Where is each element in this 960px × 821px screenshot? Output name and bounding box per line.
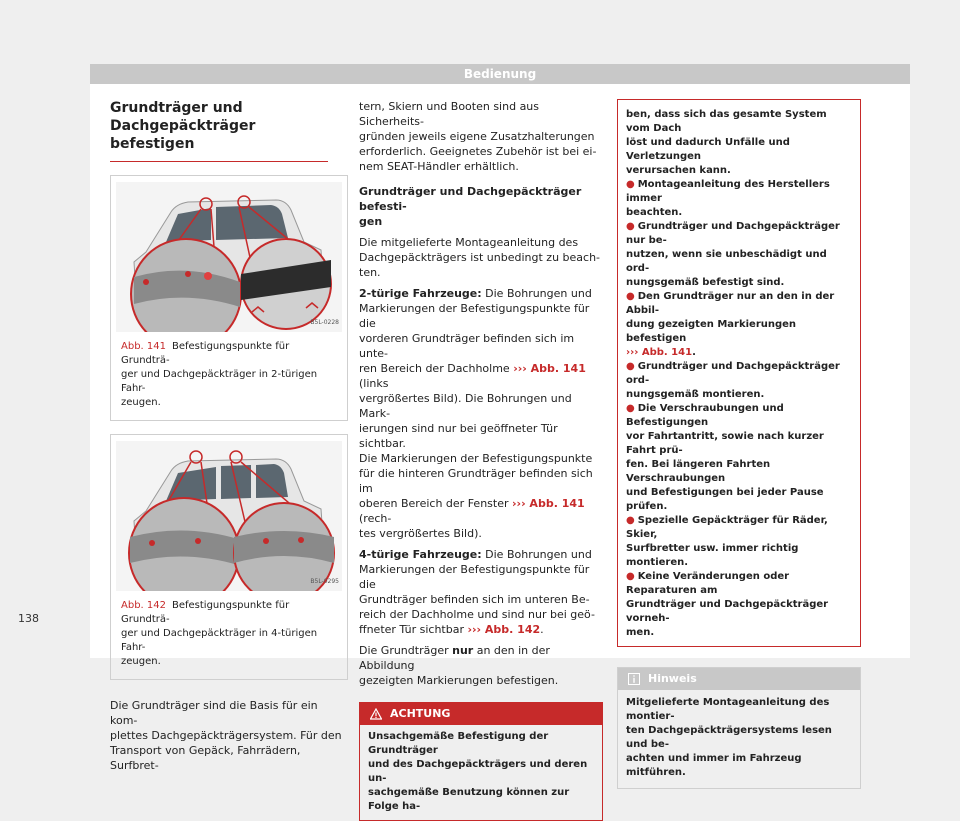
bullet-icon: ● [626, 571, 635, 582]
intro-paragraph: Die Grundträger sind die Basis für ein kom- plettes Dachgepäckträgersystem. Für den Transport von Gepäck, Fahrrädern, Surfbret- [110, 699, 342, 772]
note-header: Hinweis [618, 668, 860, 690]
note-box [617, 667, 861, 789]
figure-142-image: B5L-0295 [116, 441, 342, 591]
car-4door-illustration [116, 441, 342, 591]
warning-body: Unsachgemäße Befestigung der Grundträger und des Dachgepäckträgers und deren un- sachgemäße Benutzung können zur Folge ha- [368, 731, 588, 812]
bullet-icon: ● [626, 361, 635, 372]
figure-reference-link[interactable]: ››› Abb. 142 [467, 623, 541, 636]
figure-reference-link[interactable]: ››› Abb. 141 [512, 497, 585, 510]
warning-header: ACHTUNG [360, 703, 602, 725]
figure-142-caption: Abb. 142 Befestigungspunkte für Grundträ- ger und Dachgepäckträger in 4-türigen Fahr- zeugen. [121, 600, 318, 667]
figure-142 [110, 434, 348, 680]
title-rule [110, 161, 328, 162]
four-door-paragraph: 4-türige Fahrzeuge: Die Bohrungen und Markierungen der Befestigungspunkte für die Grundträger befinden sich im unteren Be- reich der Dachholme und sind nur bei geö- ffneter Tür sichtbar ››› Abb. 142. [359, 548, 595, 636]
figure-141-image: B5L-0228 [116, 182, 342, 332]
car-2door-illustration [116, 182, 342, 332]
column-middle [359, 99, 603, 821]
page-number: 138 [18, 612, 39, 625]
warning-continuation-box: ben, dass sich das gesamte System vom Dach löst und dadurch Unfälle und Verletzungen verursachen kann. ● Montageanleitung des Herstellers immer beachten. ● Grundträger und Dachgepäckträger nur be- nutzen, wenn sie unbeschädigt und ord- nungsgemäß befestigt sind. ● Den Grundträger nur an den in der Abbil- dung gezeigten Markierungen befestigen ››› Abb. 141. ● Grundträger und Dachgepäckträger ord- nungsgemäß montieren. ● Die Verschraubungen und Befestigungen vor Fahrtantritt, sowie nach kurzer Fahrt prü- fen. Bei längeren Fahrten Verschraubungen und Befestigungen bei jeder Pause prüfen. ● Spezielle Gepäckträger für Räder, Skier, Surfbretter usw. immer richtig montieren. ● Keine Veränderungen oder Reparaturen am Grundträger und Dachgepäckträger vorneh- men. [617, 99, 861, 647]
warning-box [359, 702, 603, 821]
info-icon [628, 673, 640, 685]
body-paragraph-2: Die mitgelieferte Montageanleitung des Dachgepäckträgers ist unbedingt zu beach- ten. [359, 236, 601, 279]
section-title: Grundträger und Dachgepäckträger befestigen [110, 100, 256, 152]
figure-reference-link[interactable]: ››› Abb. 141 [513, 362, 586, 375]
body-paragraph-1: tern, Skiern und Booten sind aus Sicherheits- gründen jeweils eigene Zusatzhalterungen erforderlich. Geeignetes Zubehör ist bei ei- nem SEAT-Händler erhältlich. [359, 100, 597, 173]
two-door-paragraph: 2-türige Fahrzeuge: Die Bohrungen und Markierungen der Befestigungspunkte für die vorderen Grundträger befinden sich im unte- ren Bereich der Dachholme ››› Abb. 141 (links vergrößertes Bild). Die Bohrungen und Mark- ierungen sind nur bei geöffneter Tür sichtbar. Die Markierungen der Befestigungspunkte für die hinteren Grundträger befinden sich im oberen Bereich der Fenster ››› Abb. 141 (rech- tes vergrößertes Bild). [359, 287, 593, 540]
figure-141 [110, 175, 348, 421]
column-right [617, 99, 861, 789]
bullet-icon: ● [626, 179, 635, 190]
bullet-icon: ● [626, 403, 635, 414]
running-header: Bedienung [90, 64, 910, 84]
column-left [110, 99, 342, 779]
figure-reference-link[interactable]: ››› Abb. 141 [626, 347, 693, 358]
bullet-icon: ● [626, 221, 635, 232]
figure-141-caption: Abb. 141 Befestigungspunkte für Grundträ- ger und Dachgepäckträger in 2-türigen Fahr- zeugen. [121, 341, 318, 408]
warning-triangle-icon [370, 708, 382, 720]
bullet-icon: ● [626, 515, 635, 526]
bullet-icon: ● [626, 291, 635, 302]
note-body: Mitgelieferte Montageanleitung des montier- ten Dachgepäckträgersystems lesen und be- achten und immer im Fahrzeug mitführen. [626, 697, 832, 778]
subheading: Grundträger und Dachgepäckträger befesti- gen [359, 185, 582, 228]
body-paragraph-last: Die Grundträger nur an den in der Abbildung gezeigten Markierungen befestigen. [359, 644, 559, 687]
